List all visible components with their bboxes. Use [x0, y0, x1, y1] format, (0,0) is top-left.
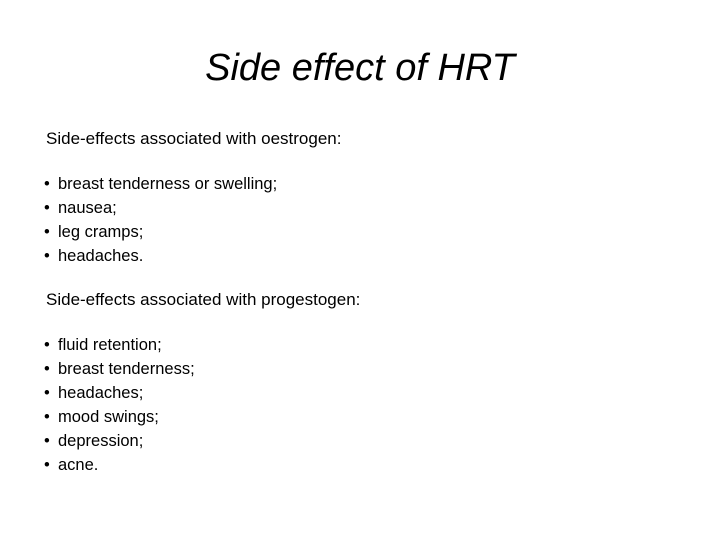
oestrogen-side-effects-list: [44, 172, 277, 268]
list-item-text: headaches.: [58, 247, 144, 265]
slide-title: Side effect of HRT: [205, 47, 515, 89]
list-item-text: leg cramps;: [58, 223, 144, 241]
list-item: [44, 381, 195, 405]
list-item-text: acne.: [58, 456, 99, 474]
bullet-icon: •: [44, 408, 50, 426]
oestrogen-section-heading: Side-effects associated with oestrogen:: [46, 129, 342, 148]
bullet-icon: •: [44, 432, 50, 450]
progestogen-section-heading: Side-effects associated with progestogen:: [46, 290, 361, 309]
list-item: [44, 453, 195, 477]
list-item: [44, 220, 277, 244]
list-item-text: fluid retention;: [58, 336, 162, 354]
bullet-icon: •: [44, 199, 50, 217]
list-item-text: breast tenderness;: [58, 360, 195, 378]
list-item-text: nausea;: [58, 199, 117, 217]
bullet-icon: •: [44, 247, 50, 265]
list-item: [44, 196, 277, 220]
list-item: [44, 357, 195, 381]
bullet-icon: •: [44, 336, 50, 354]
list-item: [44, 333, 195, 357]
list-item-text: depression;: [58, 432, 144, 450]
bullet-icon: •: [44, 384, 50, 402]
list-item: [44, 405, 195, 429]
bullet-icon: •: [44, 223, 50, 241]
list-item: [44, 429, 195, 453]
bullet-icon: •: [44, 175, 50, 193]
bullet-icon: •: [44, 360, 50, 378]
list-item: [44, 172, 277, 196]
bullet-icon: •: [44, 456, 50, 474]
list-item-text: breast tenderness or swelling;: [58, 175, 278, 193]
list-item-text: mood swings;: [58, 408, 159, 426]
progestogen-side-effects-list: [44, 333, 195, 477]
list-item: [44, 244, 277, 268]
list-item-text: headaches;: [58, 384, 144, 402]
